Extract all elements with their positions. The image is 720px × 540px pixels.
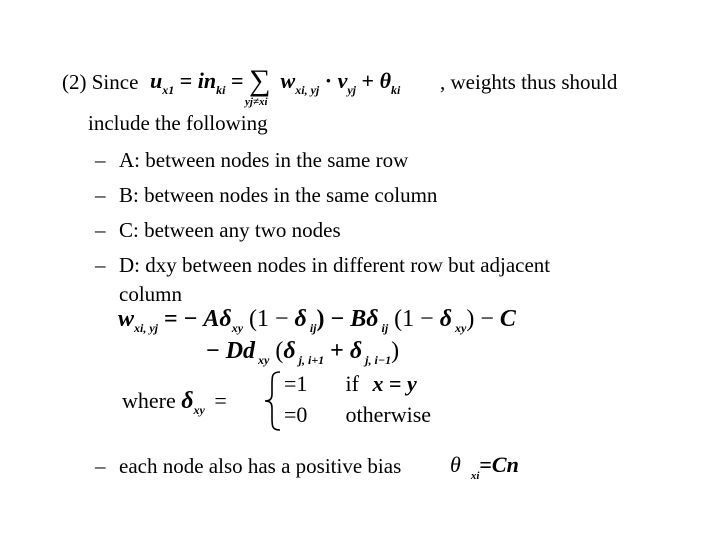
line1-token-14: δ [439, 306, 452, 332]
line2-token-5: j, i+1 [295, 353, 325, 367]
where-delta-sub: xy [193, 403, 205, 417]
line2-token-7: δ [349, 338, 363, 364]
eq1-sum [245, 62, 275, 108]
eq1-w-sub: xi, yj [295, 83, 320, 97]
line1-token-9: ) − [316, 306, 351, 332]
line1-token-8: ij [306, 321, 317, 335]
line2-token-4: δ [283, 338, 296, 364]
weight-formula-line-1 [118, 306, 516, 333]
intro-suffix: , weights thus should [440, 70, 618, 94]
where-label: where [122, 388, 176, 413]
bias-sub: xi [470, 470, 480, 482]
eq1-equals-2: = [231, 68, 244, 93]
case1-x: x [372, 371, 384, 396]
eq1-w: w [280, 68, 296, 93]
line1-token-12: ij [378, 321, 389, 335]
line2-token-2: xy [255, 353, 270, 367]
eq1-u: u [150, 68, 163, 93]
case1-y: y [407, 371, 417, 396]
case-2 [284, 402, 431, 428]
where-equals: = [214, 388, 227, 413]
case2-value: =0 [284, 402, 308, 427]
line2-token-6: + [324, 338, 350, 364]
bullet-d-continued: column [119, 282, 182, 306]
case1-if: if [345, 371, 359, 396]
equation-1 [150, 62, 401, 108]
case1-value: =1 [284, 371, 308, 396]
line1-token-11: δ [366, 306, 379, 332]
line1-token-6: (1 − [243, 306, 295, 332]
eq1-plus: + [361, 68, 375, 93]
eq1-u-sub: x1 [162, 83, 175, 97]
bullet-bias: each node also has a positive bias [119, 454, 402, 478]
line1-token-0: w [118, 306, 135, 332]
case1-eq: = [388, 371, 402, 396]
line1-token-10: B [350, 306, 367, 332]
line2-token-8: j, i−1 [362, 353, 392, 367]
line2-token-0: − [206, 338, 226, 364]
bullet-dash-a: – [95, 148, 106, 172]
bias-formula [450, 452, 519, 482]
bias-eq: = [479, 452, 492, 477]
intro-line-2: include the following [88, 111, 268, 135]
line1-token-2: = − [158, 306, 204, 332]
bullet-b: B: between nodes in the same column [119, 183, 438, 207]
case-1 [284, 371, 417, 397]
line1-token-4: δ [219, 306, 232, 332]
line1-token-16: ) − [466, 306, 500, 332]
left-brace [262, 370, 284, 432]
line1-token-15: xy [452, 321, 467, 335]
intro-prefix: (2) Since [62, 70, 139, 94]
line1-token-17: C [499, 306, 516, 332]
bullet-dash-bias: – [95, 454, 106, 478]
bullet-a: A: between nodes in the same row [119, 148, 409, 172]
weight-formula-line-2 [206, 338, 399, 365]
line2-token-3: ( [269, 338, 284, 364]
line1-token-1: xi, yj [134, 321, 159, 335]
bullet-dash-c: – [95, 218, 106, 242]
where-clause [122, 388, 227, 415]
bullet-dash-b: – [95, 183, 106, 207]
sum-symbol: ∑ [249, 64, 271, 97]
eq1-theta-sub: ki [390, 83, 401, 97]
bullet-c: C: between any two nodes [119, 218, 341, 242]
line1-token-7: δ [294, 306, 307, 332]
eq1-v-sub: yj [347, 83, 357, 97]
bias-theta: θ [450, 452, 461, 477]
eq1-dot: · [324, 68, 333, 93]
bullet-dash-d: – [95, 253, 106, 277]
line1-token-13: (1 − [388, 306, 440, 332]
eq1-v: v [337, 68, 348, 93]
bullet-d: D: dxy between nodes in different row but adjacent [119, 253, 551, 277]
line2-token-1: Dd [225, 338, 256, 364]
line1-token-5: xy [231, 321, 244, 335]
line2-token-9: ) [391, 338, 400, 364]
eq1-in-sub: ki [216, 83, 226, 97]
sum-under: yj≠xi [245, 96, 268, 108]
where-delta: δ [181, 388, 194, 414]
case2-text: otherwise [345, 402, 432, 427]
eq1-theta: θ [379, 68, 391, 93]
eq1-equals-1: = [179, 68, 193, 93]
eq1-in: in [197, 68, 217, 93]
line1-token-3: A [203, 306, 220, 332]
bias-rhs: Cn [491, 452, 519, 477]
